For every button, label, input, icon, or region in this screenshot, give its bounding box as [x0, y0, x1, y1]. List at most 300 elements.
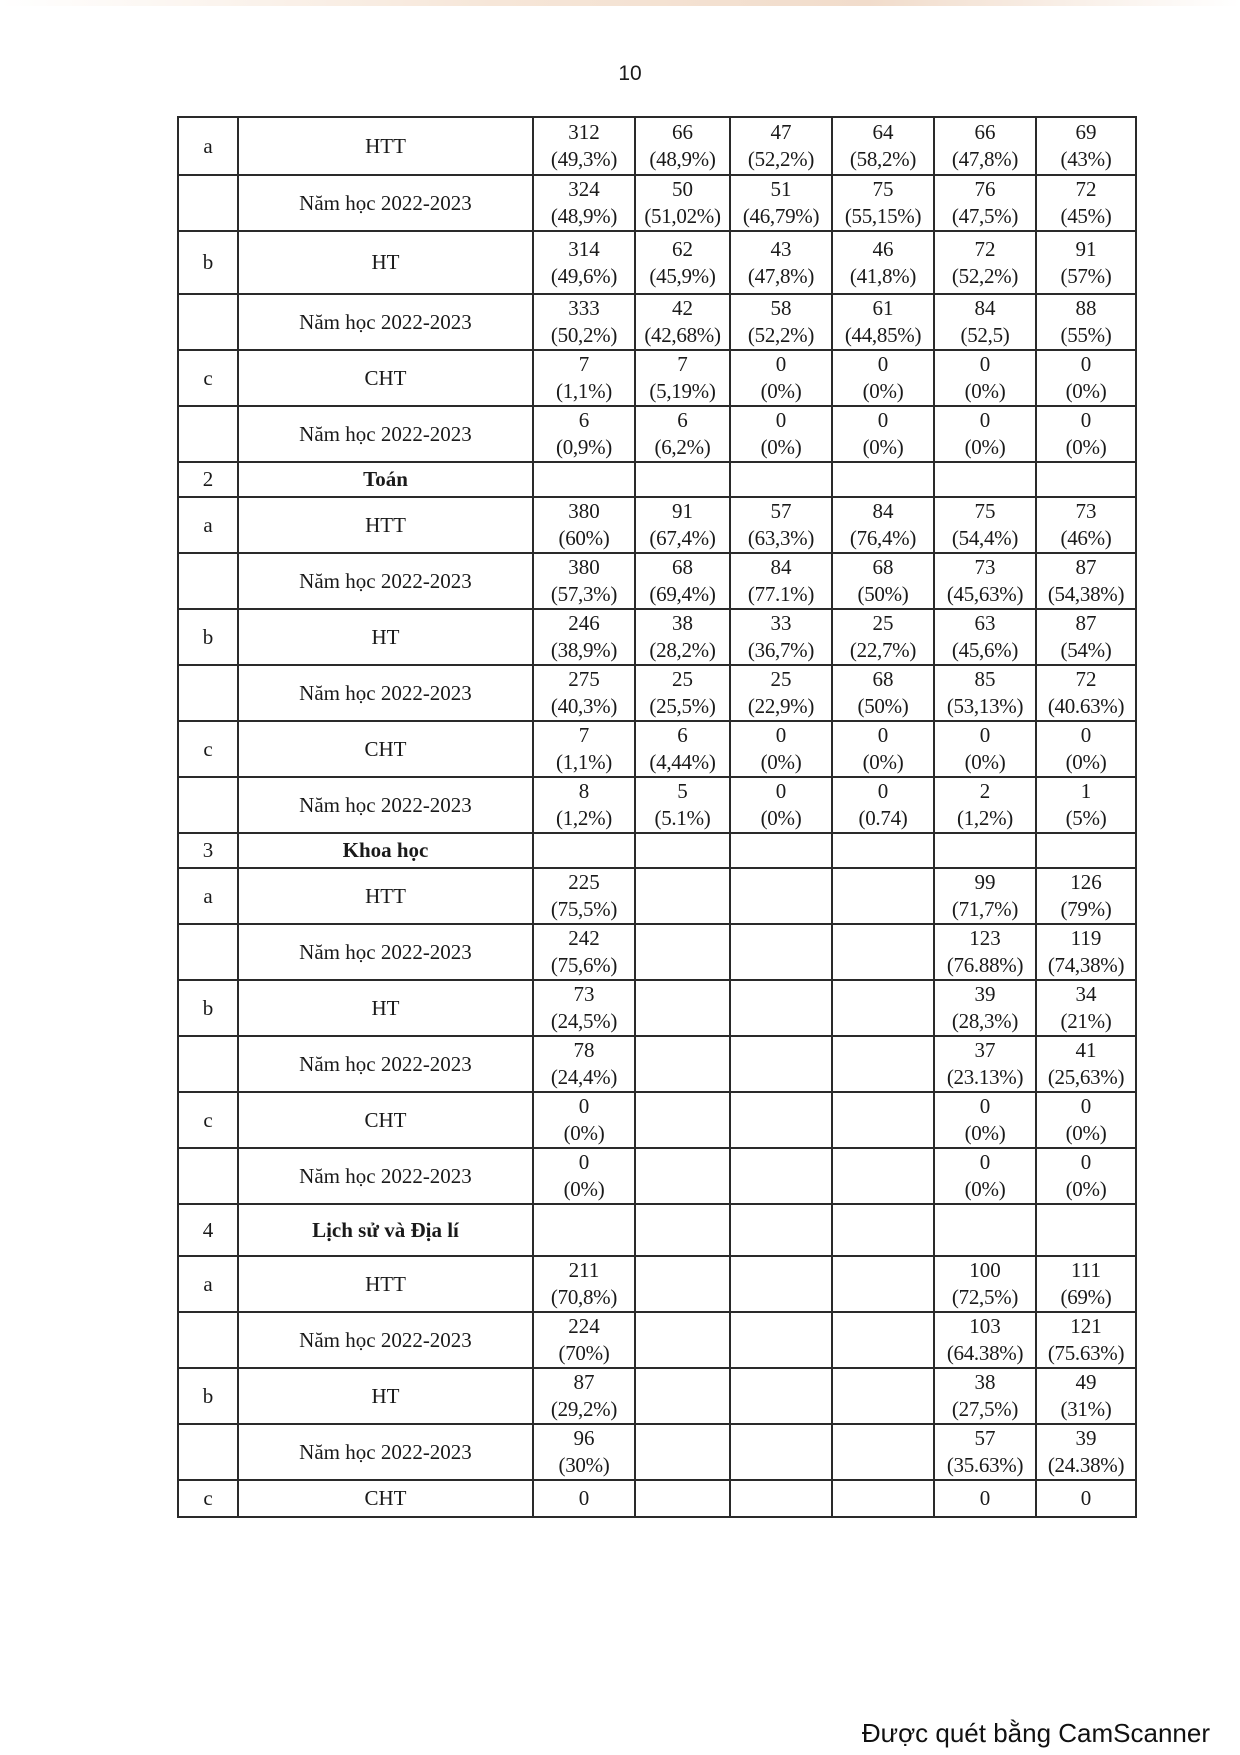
value-cell: [730, 1424, 832, 1480]
table-row: [178, 294, 1136, 350]
value-cell: [832, 665, 934, 721]
value-cell: [1036, 1204, 1136, 1256]
value-cell: [730, 231, 832, 294]
value-cell: [635, 1092, 730, 1148]
percent-value: (25,63%): [1047, 1065, 1125, 1089]
count-value: 38: [974, 1370, 996, 1394]
count-value: 68: [672, 555, 693, 579]
percent-value: (0,9%): [556, 435, 612, 459]
value-cell: [730, 175, 832, 231]
row-label: Năm học 2022-2023: [238, 1148, 533, 1204]
percent-value: (1,1%): [556, 379, 612, 403]
count-value: 72: [1075, 667, 1097, 691]
percent-value: (48,9%): [649, 147, 716, 171]
value-cell: [533, 1368, 635, 1424]
value-cell: [730, 1256, 832, 1312]
value-cell: [533, 1256, 635, 1312]
value-cell: [635, 350, 730, 406]
value-cell: [934, 1480, 1036, 1517]
value-cell: [934, 1256, 1036, 1312]
value-cell: [1036, 777, 1136, 833]
count-value: 0: [979, 408, 991, 432]
percent-value: (70,8%): [550, 1285, 618, 1309]
value-cell: [832, 1312, 934, 1368]
value-cell: [832, 1480, 934, 1517]
percent-value: (0%): [1065, 750, 1107, 774]
percent-value: (54,38%): [1047, 582, 1125, 606]
percent-value: (70%): [558, 1341, 610, 1365]
percent-value: (27,5%): [951, 1397, 1019, 1421]
value-cell: [730, 294, 832, 350]
table-row: [178, 1424, 1136, 1480]
value-cell: [730, 1312, 832, 1368]
count-value: 96: [573, 1426, 595, 1450]
value-cell: [832, 1204, 934, 1256]
row-index: [178, 665, 238, 721]
count-value: 63: [974, 611, 996, 635]
percent-value: (64.38%): [946, 1341, 1024, 1365]
count-value: 84: [974, 296, 996, 320]
percent-value: (58,2%): [849, 147, 917, 171]
percent-value: (5.1%): [654, 806, 711, 830]
percent-value: (21%): [1060, 1009, 1112, 1033]
percent-value: (46,79%): [742, 204, 820, 228]
value-cell: [934, 868, 1036, 924]
value-cell: [832, 1036, 934, 1092]
value-cell: [832, 1092, 934, 1148]
percent-value: (47,8%): [951, 147, 1019, 171]
count-value: 7: [578, 352, 590, 376]
value-cell: [533, 497, 635, 553]
value-cell: [934, 1368, 1036, 1424]
row-label: HTT: [238, 1256, 533, 1312]
value-cell: [1036, 868, 1136, 924]
value-cell: [635, 868, 730, 924]
value-cell: [1036, 833, 1136, 868]
count-value: 0: [1080, 408, 1092, 432]
percent-value: (45,6%): [951, 638, 1019, 662]
count-value: 68: [872, 667, 894, 691]
count-value: 0: [1080, 1150, 1092, 1174]
count-value: 25: [672, 667, 693, 691]
percent-value: (0%): [964, 435, 1006, 459]
value-cell: [730, 833, 832, 868]
percent-value: (0%): [563, 1177, 605, 1201]
value-cell: [1036, 924, 1136, 980]
value-cell: [832, 497, 934, 553]
value-cell: [635, 1312, 730, 1368]
count-value: 246: [568, 611, 600, 635]
percent-value: (51,02%): [644, 204, 721, 228]
row-index: [178, 294, 238, 350]
count-value: 333: [568, 296, 600, 320]
count-value: 119: [1070, 926, 1102, 950]
count-value: 37: [974, 1038, 996, 1062]
results-table: [177, 116, 1137, 1518]
count-value: 0: [979, 1150, 991, 1174]
value-cell: [730, 1148, 832, 1204]
percent-value: (50%): [857, 694, 909, 718]
value-cell: [635, 721, 730, 777]
count-value: 61: [872, 296, 894, 320]
count-value: 0: [1080, 1094, 1092, 1118]
value-cell: [1036, 721, 1136, 777]
count-value: 87: [1075, 555, 1097, 579]
row-index: b: [178, 609, 238, 665]
row-label: Năm học 2022-2023: [238, 406, 533, 462]
row-index: c: [178, 350, 238, 406]
percent-value: (40,3%): [550, 694, 618, 718]
value-cell: [832, 1148, 934, 1204]
table-row: [178, 609, 1136, 665]
count-value: 84: [872, 499, 894, 523]
count-value: 0: [578, 1486, 590, 1510]
value-cell: [934, 406, 1036, 462]
count-value: 0: [578, 1150, 590, 1174]
table-row: [178, 1036, 1136, 1092]
row-index: a: [178, 497, 238, 553]
percent-value: (1,2%): [957, 806, 1013, 830]
value-cell: [832, 462, 934, 497]
value-cell: [1036, 609, 1136, 665]
value-cell: [832, 231, 934, 294]
row-label: HTT: [238, 497, 533, 553]
value-cell: [832, 406, 934, 462]
count-value: 0: [877, 779, 889, 803]
percent-value: (29,2%): [550, 1397, 618, 1421]
count-value: 314: [568, 236, 600, 261]
table-row: [178, 350, 1136, 406]
value-cell: [832, 350, 934, 406]
percent-value: (0%): [1065, 1177, 1107, 1201]
value-cell: [1036, 1368, 1136, 1424]
results-table-body: [178, 117, 1136, 1517]
percent-value: (31%): [1060, 1397, 1112, 1421]
value-cell: [832, 609, 934, 665]
percent-value: (24.38%): [1047, 1453, 1125, 1477]
percent-value: (49,3%): [550, 147, 618, 171]
section-row: [178, 833, 1136, 868]
value-cell: [533, 868, 635, 924]
value-cell: [934, 294, 1036, 350]
percent-value: (52,2%): [951, 263, 1019, 288]
value-cell: [730, 1036, 832, 1092]
value-cell: [934, 497, 1036, 553]
value-cell: [635, 462, 730, 497]
count-value: 47: [770, 120, 792, 144]
count-value: 211: [568, 1258, 600, 1282]
percent-value: (44,85%): [844, 323, 922, 347]
count-value: 75: [974, 499, 996, 523]
row-index: 3: [178, 833, 238, 868]
value-cell: [635, 1148, 730, 1204]
percent-value: (28,3%): [951, 1009, 1019, 1033]
percent-value: (0%): [862, 435, 904, 459]
count-value: 126: [1070, 870, 1102, 894]
value-cell: [1036, 350, 1136, 406]
value-cell: [832, 294, 934, 350]
percent-value: (69%): [1060, 1285, 1112, 1309]
count-value: 0: [979, 1094, 991, 1118]
section-title: Khoa học: [238, 833, 533, 868]
value-cell: [635, 980, 730, 1036]
count-value: 38: [672, 611, 693, 635]
percent-value: (0.74): [858, 806, 908, 830]
row-label: Năm học 2022-2023: [238, 294, 533, 350]
percent-value: (6,2%): [654, 435, 711, 459]
value-cell: [730, 609, 832, 665]
value-cell: [533, 833, 635, 868]
value-cell: [635, 609, 730, 665]
percent-value: (55%): [1060, 323, 1112, 347]
value-cell: [533, 1312, 635, 1368]
row-index: a: [178, 1256, 238, 1312]
camscanner-footer: Được quét bằng CamScanner: [861, 1718, 1210, 1748]
percent-value: (22,7%): [849, 638, 917, 662]
value-cell: [533, 980, 635, 1036]
row-index: c: [178, 1092, 238, 1148]
count-value: 25: [872, 611, 894, 635]
count-value: 69: [1075, 120, 1097, 144]
count-value: 2: [979, 779, 991, 803]
percent-value: (79%): [1060, 897, 1112, 921]
percent-value: (53,13%): [946, 694, 1024, 718]
percent-value: (0%): [964, 1177, 1006, 1201]
count-value: 0: [775, 408, 787, 432]
count-value: 242: [568, 926, 600, 950]
count-value: 78: [573, 1038, 595, 1062]
value-cell: [533, 350, 635, 406]
section-title: Toán: [238, 462, 533, 497]
row-index: [178, 1424, 238, 1480]
value-cell: [533, 1424, 635, 1480]
percent-value: (50%): [857, 582, 909, 606]
count-value: 58: [770, 296, 792, 320]
count-value: 43: [770, 236, 792, 261]
value-cell: [533, 609, 635, 665]
value-cell: [533, 924, 635, 980]
percent-value: (40.63%): [1047, 694, 1125, 718]
percent-value: (49,6%): [550, 263, 618, 288]
percent-value: (57,3%): [550, 582, 618, 606]
row-index: a: [178, 117, 238, 175]
row-label: Năm học 2022-2023: [238, 665, 533, 721]
percent-value: (60%): [558, 526, 610, 550]
count-value: 7: [578, 723, 590, 747]
percent-value: (76,4%): [849, 526, 917, 550]
row-label: HT: [238, 609, 533, 665]
count-value: 25: [770, 667, 792, 691]
value-cell: [730, 777, 832, 833]
count-value: 91: [1075, 236, 1097, 261]
count-value: 380: [568, 555, 600, 579]
count-value: 324: [568, 177, 600, 201]
count-value: 39: [974, 982, 996, 1006]
value-cell: [1036, 117, 1136, 175]
table-row: [178, 553, 1136, 609]
count-value: 0: [775, 723, 787, 747]
table-row: [178, 1148, 1136, 1204]
table-row: [178, 1312, 1136, 1368]
count-value: 0: [877, 408, 889, 432]
count-value: 91: [672, 499, 693, 523]
value-cell: [730, 1480, 832, 1517]
value-cell: [1036, 1036, 1136, 1092]
value-cell: [1036, 1092, 1136, 1148]
percent-value: (0%): [1065, 435, 1107, 459]
count-value: 73: [974, 555, 996, 579]
section-title: Lịch sử và Địa lí: [238, 1204, 533, 1256]
value-cell: [533, 117, 635, 175]
table-row: [178, 721, 1136, 777]
value-cell: [533, 1036, 635, 1092]
value-cell: [533, 406, 635, 462]
count-value: 42: [672, 296, 693, 320]
percent-value: (0%): [760, 379, 802, 403]
percent-value: (52,2%): [747, 147, 815, 171]
row-label: Năm học 2022-2023: [238, 553, 533, 609]
value-cell: [533, 1480, 635, 1517]
percent-value: (5%): [1065, 806, 1107, 830]
count-value: 0: [979, 1486, 991, 1510]
table-row: [178, 406, 1136, 462]
table-row: [178, 868, 1136, 924]
value-cell: [730, 462, 832, 497]
value-cell: [635, 117, 730, 175]
value-cell: [934, 1092, 1036, 1148]
value-cell: [1036, 980, 1136, 1036]
value-cell: [635, 833, 730, 868]
page-number: 10: [618, 62, 642, 85]
value-cell: [1036, 1480, 1136, 1517]
row-index: a: [178, 868, 238, 924]
table-row: [178, 1092, 1136, 1148]
count-value: 57: [974, 1426, 996, 1450]
row-index: [178, 406, 238, 462]
count-value: 0: [877, 352, 889, 376]
count-value: 121: [1070, 1314, 1102, 1338]
count-value: 111: [1071, 1258, 1101, 1282]
count-value: 62: [672, 236, 693, 261]
value-cell: [1036, 175, 1136, 231]
percent-value: (45%): [1060, 204, 1112, 228]
value-cell: [533, 462, 635, 497]
count-value: 66: [672, 120, 693, 144]
value-cell: [635, 406, 730, 462]
count-value: 7: [677, 352, 688, 376]
row-index: [178, 1148, 238, 1204]
value-cell: [934, 924, 1036, 980]
count-value: 66: [974, 120, 996, 144]
count-value: 103: [969, 1314, 1001, 1338]
value-cell: [934, 175, 1036, 231]
row-label: Năm học 2022-2023: [238, 924, 533, 980]
row-label: HT: [238, 980, 533, 1036]
row-label: CHT: [238, 1092, 533, 1148]
value-cell: [1036, 462, 1136, 497]
percent-value: (55,15%): [844, 204, 922, 228]
count-value: 0: [1080, 1486, 1092, 1510]
percent-value: (0%): [1065, 1121, 1107, 1145]
count-value: 68: [872, 555, 894, 579]
percent-value: (1,1%): [556, 750, 612, 774]
value-cell: [934, 1204, 1036, 1256]
value-cell: [635, 175, 730, 231]
value-cell: [934, 980, 1036, 1036]
value-cell: [635, 924, 730, 980]
value-cell: [832, 553, 934, 609]
percent-value: (0%): [760, 806, 802, 830]
count-value: 0: [979, 723, 991, 747]
value-cell: [832, 980, 934, 1036]
value-cell: [934, 553, 1036, 609]
value-cell: [934, 462, 1036, 497]
percent-value: (52,5): [960, 323, 1010, 347]
row-label: CHT: [238, 721, 533, 777]
value-cell: [934, 833, 1036, 868]
value-cell: [1036, 1256, 1136, 1312]
percent-value: (75,5%): [550, 897, 618, 921]
section-row: [178, 1204, 1136, 1256]
count-value: 85: [974, 667, 996, 691]
row-label: HT: [238, 1368, 533, 1424]
count-value: 75: [872, 177, 894, 201]
value-cell: [832, 777, 934, 833]
row-index: 4: [178, 1204, 238, 1256]
value-cell: [934, 1148, 1036, 1204]
value-cell: [635, 497, 730, 553]
value-cell: [1036, 497, 1136, 553]
value-cell: [730, 117, 832, 175]
value-cell: [635, 231, 730, 294]
percent-value: (45,63%): [946, 582, 1024, 606]
count-value: 0: [877, 723, 889, 747]
value-cell: [832, 117, 934, 175]
count-value: 72: [1075, 177, 1097, 201]
table-row: [178, 777, 1136, 833]
percent-value: (5,19%): [649, 379, 716, 403]
row-label: CHT: [238, 1480, 533, 1517]
value-cell: [533, 231, 635, 294]
count-value: 73: [1075, 499, 1097, 523]
percent-value: (1,2%): [556, 806, 612, 830]
percent-value: (22,9%): [747, 694, 815, 718]
row-index: [178, 1036, 238, 1092]
count-value: 6: [677, 408, 688, 432]
percent-value: (0%): [760, 435, 802, 459]
value-cell: [635, 1424, 730, 1480]
percent-value: (0%): [563, 1121, 605, 1145]
value-cell: [832, 721, 934, 777]
percent-value: (46%): [1060, 526, 1112, 550]
count-value: 6: [578, 408, 590, 432]
count-value: 100: [969, 1258, 1001, 1282]
value-cell: [1036, 1424, 1136, 1480]
row-index: b: [178, 980, 238, 1036]
value-cell: [533, 1092, 635, 1148]
scan-edge: [0, 0, 1240, 6]
percent-value: (41,8%): [849, 263, 917, 288]
row-index: [178, 1312, 238, 1368]
percent-value: (47,5%): [951, 204, 1019, 228]
percent-value: (45,9%): [649, 263, 716, 288]
value-cell: [934, 1036, 1036, 1092]
percent-value: (28,2%): [649, 638, 716, 662]
count-value: 49: [1075, 1370, 1097, 1394]
percent-value: (30%): [558, 1453, 610, 1477]
value-cell: [934, 350, 1036, 406]
count-value: 224: [568, 1314, 600, 1338]
